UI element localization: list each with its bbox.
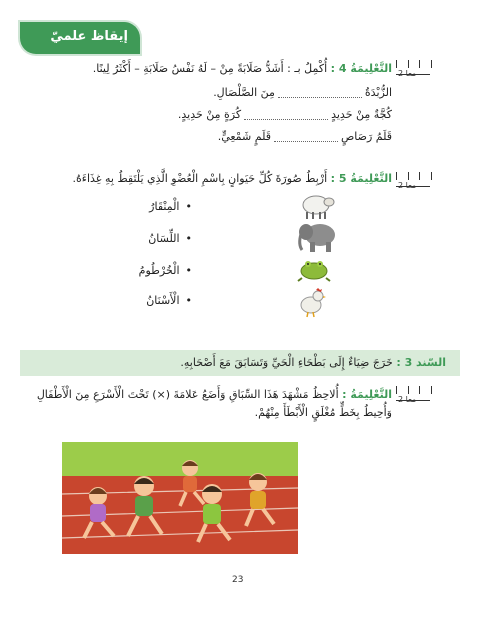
row3-subject: قَلَمُ رَصَاصٍ [340, 130, 392, 143]
organ-item-beak[interactable] [149, 200, 192, 213]
final-task-label: التَّعْلِيمَةُ : [342, 388, 392, 401]
task5-label: التَّعْلِيمَةُ 5 : [330, 172, 392, 185]
elephant-icon[interactable] [296, 218, 344, 254]
banner-title: إيقاظ علميّ [50, 29, 128, 44]
final-task-line-2 [255, 406, 392, 419]
organ-label: اللِّسَانُ [148, 232, 180, 245]
answer-blank[interactable] [278, 89, 362, 98]
organ-item-trunk[interactable] [139, 264, 192, 277]
answer-blank[interactable] [244, 111, 328, 120]
page-number: 23 [232, 575, 244, 585]
section-banner [20, 22, 140, 54]
organ-label: الْخُرْطُومُ [138, 264, 180, 277]
grade-marker-task-final: معا 2 [396, 386, 430, 401]
bullet: • [185, 264, 192, 277]
task4-text: أُكْمِلُ بـ : أَشَدُّ صَلَابَةً مِنْ – لَهُ نَفْسُ صَلَابَةِ – أَكْثَرُ لِينًا. [92, 62, 328, 75]
frog-icon[interactable] [296, 256, 332, 282]
grade-marker-task4: معا 2 [396, 60, 430, 75]
task4-row-3 [218, 130, 392, 143]
row1-object: مِنَ الصَّلْصَالِ. [213, 86, 275, 99]
task5-instruction [73, 172, 392, 185]
row2-object: كُرَةٍ مِنْ حَدِيدٍ. [177, 108, 242, 121]
organ-label: الْأَسْنَانُ [146, 294, 180, 307]
task4-instruction [93, 62, 392, 75]
support-band [20, 350, 460, 376]
organ-item-teeth[interactable] [146, 294, 192, 307]
final-task-line-1 [37, 388, 392, 401]
task4-row-2 [178, 108, 392, 121]
support-body: خَرَجَ ضِيَاءٌ إِلَى بَطْحَاءِ الْحَيِّ وَتَسَابَقَ مَعَ أَصْحَابِهِ. [180, 356, 393, 369]
organ-item-tongue[interactable] [148, 232, 192, 245]
task4-label: التَّعْلِيمَةُ 4 : [330, 62, 392, 75]
answer-blank[interactable] [274, 133, 338, 142]
support-label: السّند 3 : [396, 356, 446, 369]
final-task-text-2: وَأُحِيطُ بِخَطٍّ مُغْلَقٍ الْأَبْطَأَ مِنْهُمْ. [254, 406, 392, 419]
task5-text: أَرْبِطُ صُورَةَ كُلِّ حَيَوانٍ بِاسْمِ الْعُضْوِ الَّذِي يَلْتَقِطُ بِهِ غِذَاءَهُ. [72, 172, 328, 185]
bullet: • [185, 294, 192, 307]
row3-object: قَلَمٍ شَمْعِيٍّ. [217, 130, 271, 143]
support-text [180, 356, 446, 369]
organ-label: الْمِنْقَارُ [149, 200, 180, 213]
row1-subject: الزُّبْدَةُ [364, 86, 392, 99]
sheep-icon[interactable] [296, 190, 336, 220]
chicken-icon[interactable] [296, 286, 328, 318]
bullet: • [185, 200, 192, 213]
race-illustration [62, 442, 298, 554]
bullet: • [185, 232, 192, 245]
grade-marker-task5: معا 2 [396, 172, 430, 187]
final-task-text-1: أُلاحِظُ مَشْهَدَ هَذَا السِّبَاقِ وَأَضَعُ عَلامَةَ (×) تَحْتَ الْأَسْرَعِ مِنَ الْأَطْفَالِ [36, 388, 339, 401]
row2-subject: كُجَّةٌ مِنْ حَدِيدٍ [331, 108, 392, 121]
task4-row-1 [213, 86, 392, 99]
